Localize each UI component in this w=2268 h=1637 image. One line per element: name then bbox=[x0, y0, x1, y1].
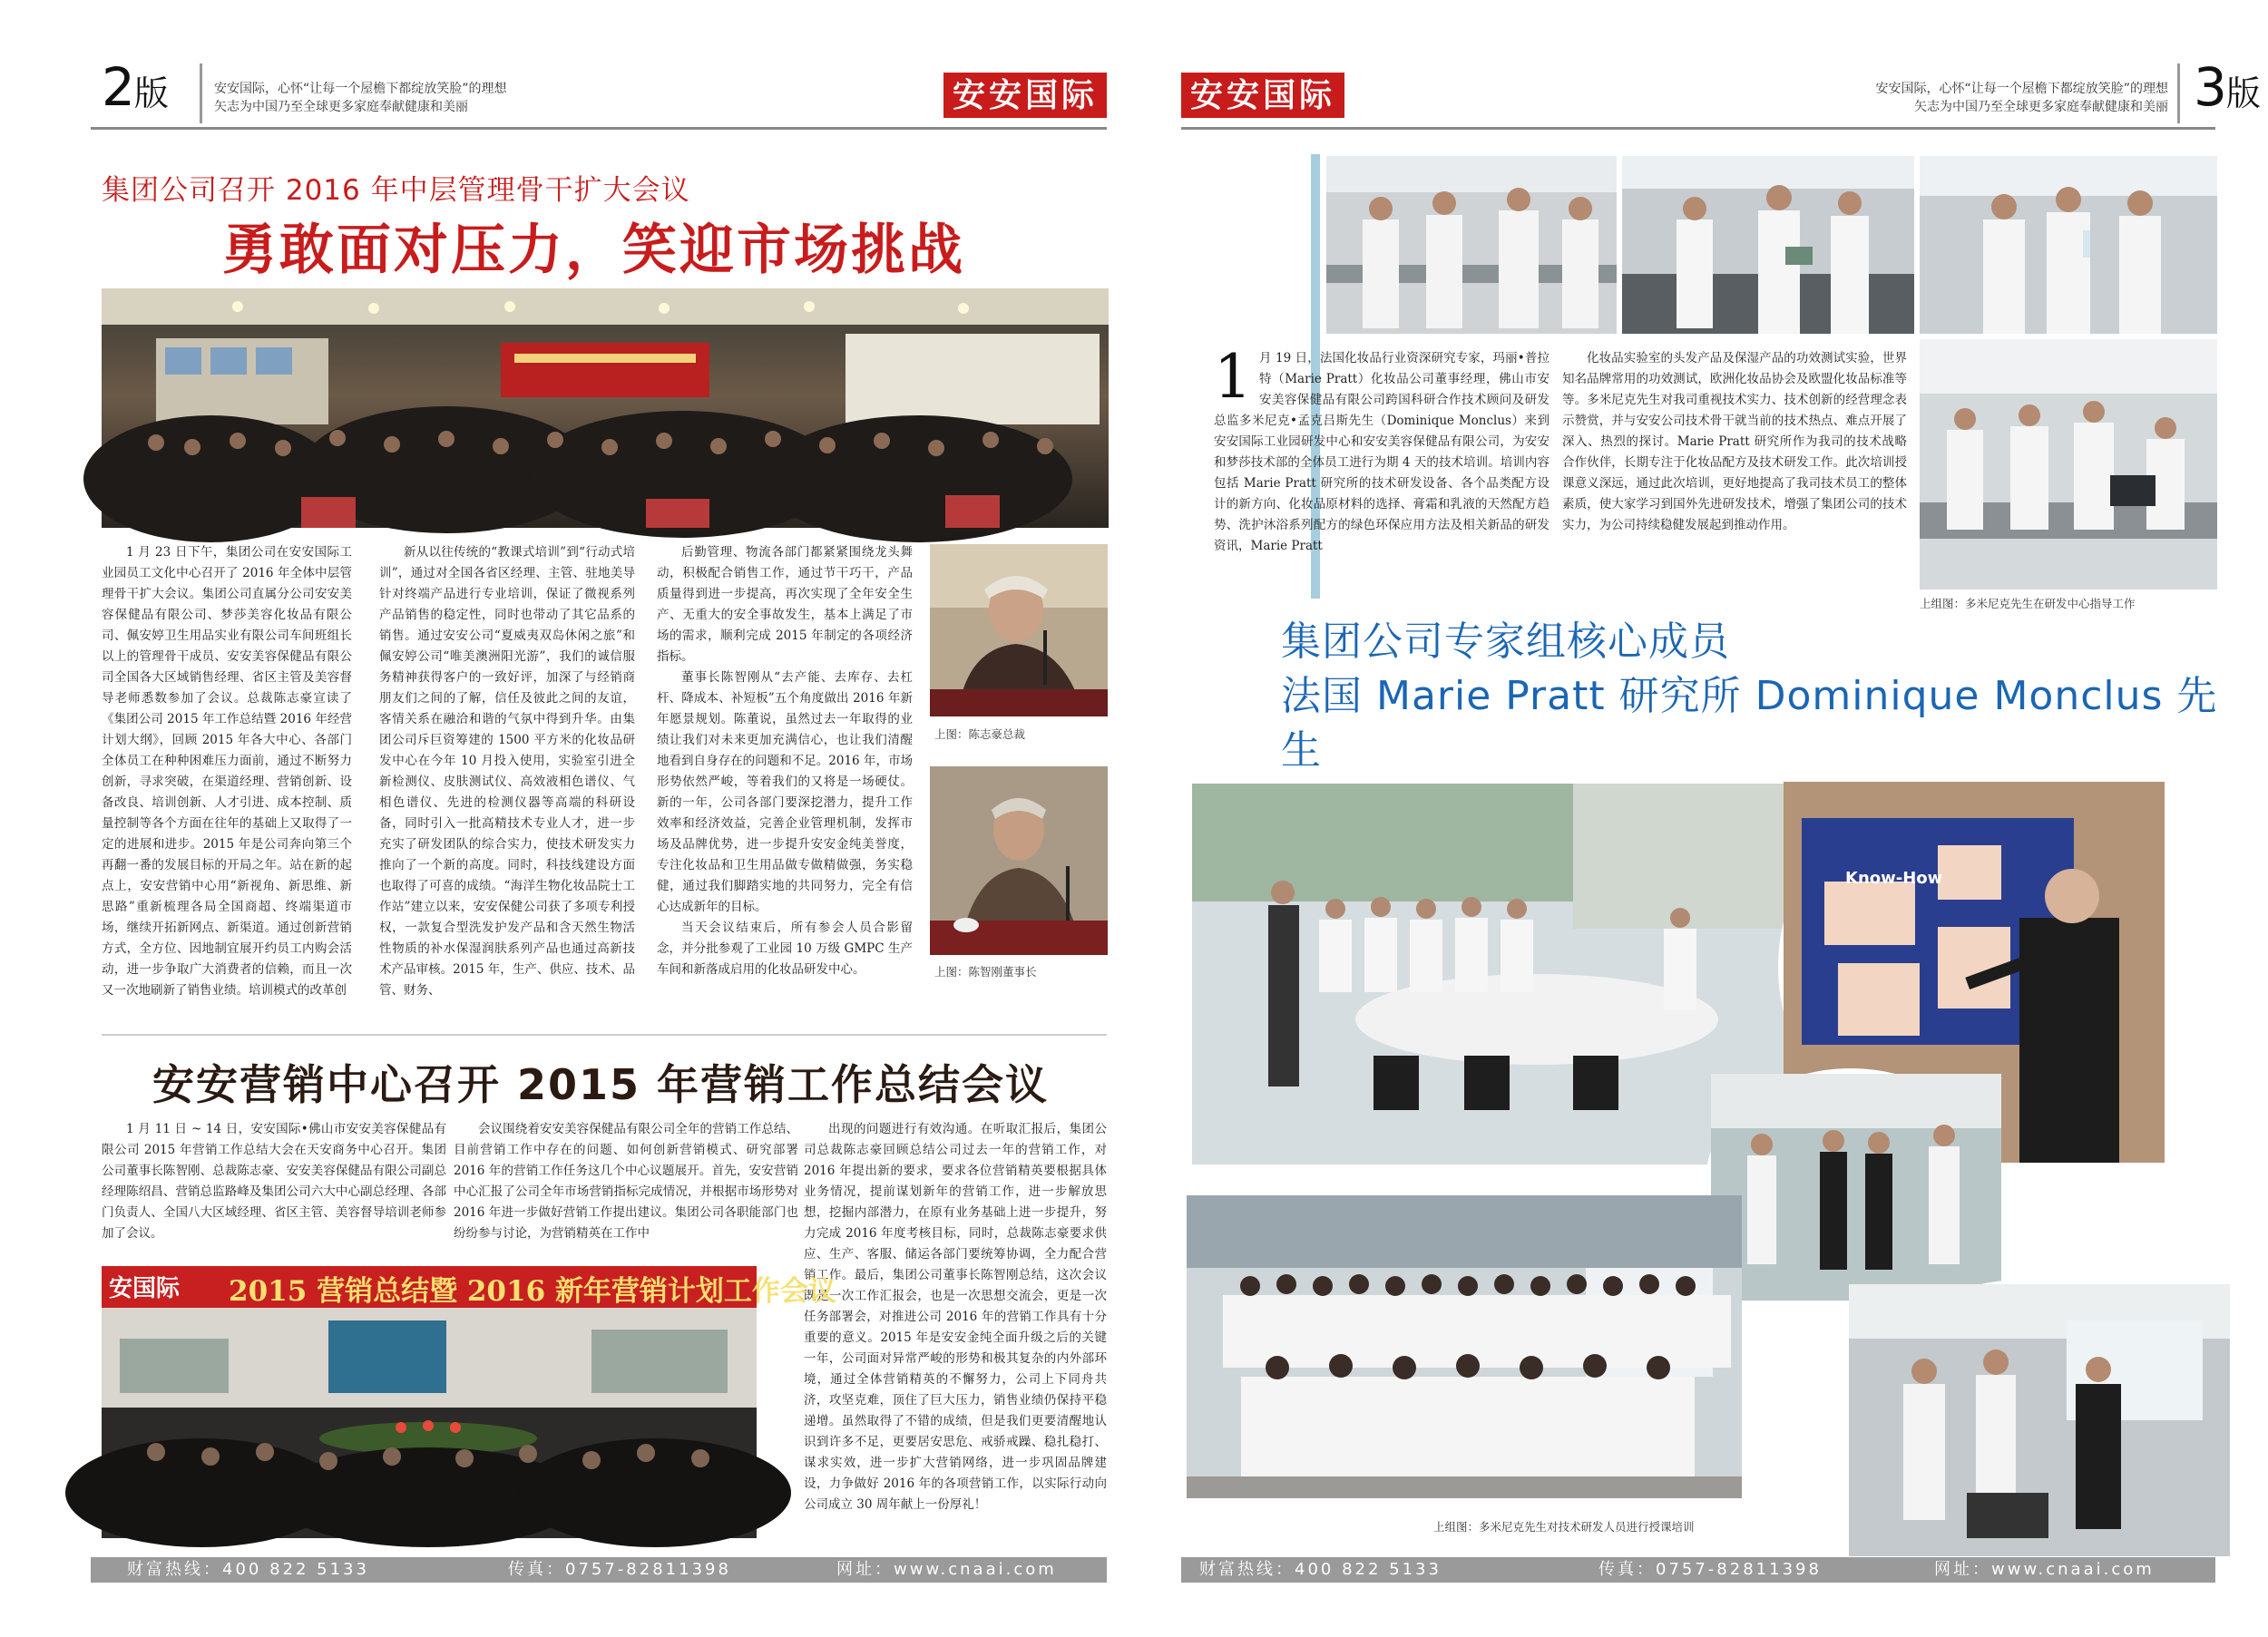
footer-hotline: 财富热线：400 822 5133 bbox=[1199, 1560, 1442, 1579]
article-column-3: 后勤管理、物流各部门都紧紧围绕龙头舞动，积极配合销售工作，通过节干巧干，产品质量得到进一步提高，再次实现了全年安全生产、无重大的安全事故发生，基本上满足了市场的需求，顺利完成 2015 年制定的各项经济指标。 董事长陈智刚从“去产能、去库存、去杠杆、降成本、补短板”五个角度做出 2016 年新年愿景规划。陈董说，虽然过去一年取得的业绩让我们对未来更加充满信心，也让我们清醒地看到自身存在的问题和不足。2016 年，市场形势依然严峻，等着我们的又将是一场硬仗。新的一年，公司各部门要深挖潜力，提升工作效率和经济效益，完善企业管理机制，发挥市场及品牌优势，进一步提升安安金纯美誉度，专注化妆品和卫生用品做专做精做强，务实稳健，通过我们脚踏实地的共同努力，完全有信心达成新年的目标。 当天会议结束后，所有参会人员合影留念，并分批参观了工业园 10 万级 GMPC 生产车间和新落成启用的化妆品研发中心。 bbox=[657, 545, 913, 977]
portrait-chairman-photo bbox=[930, 766, 1108, 955]
caption-bottom-photos: 上组图：多米尼克先生对技术研发人员进行授课培训 bbox=[1433, 1520, 1695, 1534]
header-divider bbox=[200, 63, 202, 123]
lab-photo-4 bbox=[1920, 339, 2217, 590]
page-right bbox=[1134, 0, 2268, 1637]
brand-logo: 安安国际 bbox=[1181, 73, 1344, 118]
corridor-photo bbox=[1706, 1068, 1996, 1295]
footer-fax: 传真：0757-82811398 bbox=[508, 1560, 731, 1579]
footer-fax: 传真：0757-82811398 bbox=[1598, 1560, 1822, 1579]
footer-bar bbox=[91, 1557, 1107, 1583]
article-headline: 勇敢面对压力，笑迎市场挑战 bbox=[222, 219, 965, 282]
lab-photo-3 bbox=[1920, 156, 2217, 334]
section2-column-1: 1 月 11 日 ~ 14 日，安安国际•佛山市安安美容保健品有限公司 2015 年营销工作总结大会在天安商务中心召开。集团公司董事长陈智刚、总裁陈志豪、安安美容保健品有限公司副总经理陈绍昌、营销总监路峰及集团公司六大中心副总经理、各部门负责人、全国八大区域经理、省区主管、美容督导培训老师参加了会议。 bbox=[102, 1122, 446, 1241]
lab-photo-1 bbox=[1326, 156, 1617, 334]
banner-brand: 安国际 bbox=[109, 1275, 181, 1302]
page-number: 2版 bbox=[102, 56, 168, 118]
lab-photo-2 bbox=[1622, 156, 1914, 334]
header-slogan: 安安国际，心怀“让每一个屋檐下都绽放笑脸”的理想 矢志为中国乃至全球更多家庭奉献健康和美丽 bbox=[214, 82, 507, 114]
dropcap: 1 bbox=[1214, 342, 1252, 412]
section2-title: 安安营销中心召开 2015 年营销工作总结会议 bbox=[152, 1060, 1050, 1109]
screen-text: Know-How bbox=[1845, 869, 1943, 888]
portrait-president-photo bbox=[930, 544, 1108, 716]
group-photo bbox=[1187, 1195, 1742, 1498]
header-rule bbox=[1181, 127, 2215, 130]
lab-discussion-photo bbox=[1843, 1279, 2224, 1551]
caption-top-photos: 上组图：多米尼克先生在研发中心指导工作 bbox=[1920, 597, 2136, 610]
article-column-1: 1 月 23 日下午，集团公司在安安国际工业园员工文化中心召开了 2016 年全体中层管理骨干扩大会议。集团公司直属分公司安安美容保健品有限公司、梦莎美容化妆品有限公司、佩安婷卫生用品实业有限公司车间班组长以上的管理骨干成员、安安美容保健品有限公司全国各大区域销售经理、省区主管及美容督导老师悉数参加了会议。总裁陈志豪宣读了《集团公司 2015 年工作总结暨 2016 年经营计划大纲》，回顾 2015 年各大中心、各部门全体员工在种种困难压力面前，通过不断努力创新，寻求突破，在渠道经理、营销创新、设备改良、培训创新、人才引进、成本控制、质量控制等各个方面在往年的基础上又取得了一定的进展和进步。2015 年是公司奔向第三个再翻一番的发展目标的开局之年。站在新的起点上，安安营销中心用“新视角、新思维、新思路”重新梳理各局全国商超、终端渠道市场，继续开拓新网点、新渠道。通过创新营销方式，全方位、因地制宜展开约员工内购会活动，进一步争取广大消费者的信赖，而且一次又一次地刷新了销售业绩。培训模式的改革创 bbox=[102, 545, 352, 998]
header-rule bbox=[91, 127, 1107, 130]
footer-website[interactable]: 网址：www.cnaai.com bbox=[1934, 1560, 2155, 1579]
section-divider bbox=[102, 1034, 1107, 1036]
footer-website[interactable]: 网址：www.cnaai.com bbox=[836, 1560, 1057, 1579]
meeting-banner-text: 2015 营销总结暨 2016 新年营销计划工作会议 bbox=[229, 1275, 836, 1308]
article-kicker: 集团公司召开 2016 年中层管理骨干扩大会议 bbox=[102, 174, 690, 207]
caption-chairman: 上图：陈智刚董事长 bbox=[934, 965, 1037, 979]
article-column-1: 1 月 19 日，法国化妆品行业资深研究专家，玛丽•普拉特（Marie Pratt）化妆品公司董事经理，佛山市安安美容保健品有限公司跨国科研合作技术顾问及研发总监多米尼克•孟克吕斯先生（Dominique Monclus）来到安安国际工业园研发中心和安安美容保健品有限公司，为安安和梦莎技术部的全体员工进行为期 4 天的技术培训。培训内容包括 Marie Pratt 研究所的技术研发设备、各个品类配方设计的新方向、化妆品原材料的选择、膏霜和乳液的天然配方趋势、洗护沐浴系列配方的绿色环保应用方法及相关新品的研发资讯，Marie Pratt bbox=[1214, 342, 1549, 553]
caption-president: 上图：陈志豪总裁 bbox=[934, 727, 1026, 741]
conference-hall-photo bbox=[102, 288, 1109, 528]
footer-bar bbox=[1181, 1557, 2215, 1583]
marketing-meeting-photo bbox=[102, 1266, 836, 1538]
section2-column-3: 出现的问题进行有效沟通。在听取汇报后，集团公司总裁陈志豪回顾总结公司过去一年的营销工作，对 2016 年提出新的要求，要求各位营销精英要根据具体业务情况，提前谋划新年的营销工作，进一步解放思想，挖掘内部潜力，在原有业务基础上进一步提升，努力完成 2016 年度考核目标，同时，总裁陈志豪要求供应、生产、客服、储运各部门要统筹协调，全力配合营销工作。最后，集团公司董事长陈智刚总结，这次会议既是一次工作汇报会，也是一次思想交流会，更是一次任务部署会，对推进公司 2016 年的营销工作具有十分重要的意义。2015 年是安安金纯全面升级之后的关键一年，公司面对异常严峻的形势和极其复杂的内外部环境，通过全体营销精英的不懈努力，公司上下同舟共济，攻坚克难，顶住了巨大压力，销售业绩仍保持平稳递增。虽然取得了不错的成绩，但是我们更要清醒地认识到许多不足，更要居安思危、戒骄戒躁、稳扎稳打、谋求实效，进一步扩大营销网络，进一步巩固品牌建设，力争做好 2016 年的各项营销工作，以实际行动向公司成立 30 周年献上一份厚礼！ bbox=[804, 1122, 1107, 1512]
header-slogan: 安安国际，心怀“让每一个屋檐下都绽放笑脸”的理想 矢志为中国乃至全球更多家庭奉献健康和美丽 bbox=[1875, 82, 2168, 114]
page-number: 3版 bbox=[2194, 56, 2260, 118]
article-column-2: 新从以往传统的“教课式培训”到“行动式培训”，通过对全国各省区经理、主管、驻地美导针对终端产品进行专业培训，保证了微视系列产品销售的稳定性，同时也带动了其它品系的销售。通过安安公司“夏威夷双岛休闲之旅”和佩安婷公司“唯美澳洲阳光游”，我们的诚信服务精神获得客户的一致好评，加深了与经销商朋友们之间的了解，信任及彼此之间的友谊，客情关系在融洽和谐的气氛中得到升华。由集团公司斥巨资筹建的 1500 平方米的化妆品研发中心在今年 10 月投入使用，实验室引进全新检测仪、皮肤测试仪、高效液相色谱仪、气相色谱仪、先进的检测仪器等高端的科研设备，同时引入一批高精技术专业人才，进一步充实了研发团队的综合实力，使技术研发实力推向了一个新的高度。同时，科技线建设方面也取得了可喜的成绩。“海洋生物化妆品院士工作站”建立以来，安安保健公司获了多项专利授权，一款复合型洗发护发产品和含天然生物活性物质的补水保湿润肤系列产品也通过高新技术产品审核。2015 年，生产、供应、技术、品管、财务、 bbox=[379, 545, 635, 998]
header-divider bbox=[2177, 63, 2180, 123]
section2-column-2: 会议围绕着安安美容保健品有限公司全年的营销工作总结、目前营销工作中存在的问题、如何创新营销模式、研究部署 2016 年的营销工作任务这几个中心议题展开。首先，安安营销中心汇报了公司全年市场营销指标完成情况，并根据市场形势对 2016 年进一步做好营销工作提出建议。集团公司各职能部门也纷纷参与讨论，为营销精英在工作中 bbox=[454, 1122, 798, 1241]
article-headline: 集团公司专家组核心成员 法国 Marie Pratt 研究所 Dominique Monclus 先生 bbox=[1281, 619, 2218, 774]
footer-hotline: 财富热线：400 822 5133 bbox=[127, 1560, 369, 1579]
brand-logo: 安安国际 bbox=[943, 73, 1107, 118]
training-room-photo bbox=[1187, 778, 1785, 1159]
article-column-2: 化妆品实验室的头发产品及保湿产品的功效测试实验，世界知名品牌常用的功效测试，欧洲化妆品协会及欧盟化妆品标准等等。多米尼克先生对我司重视技术实力、技术创新的经营理念表示赞赏，并与安安公司技术骨干就当前的技术热点、难点开展了深入、热烈的探讨。Marie Pratt 研究所作为我司的技术战略合作伙伴，长期专注于化妆品配方及技术研发工作。此次培训授课意义深远，通过此次培训，更好地提高了我司技术员工的整体素质，使大家学习到国外先进研发技术，增强了集团公司的技术实力，为公司持续稳健发展起到推动作用。 bbox=[1562, 351, 1907, 532]
